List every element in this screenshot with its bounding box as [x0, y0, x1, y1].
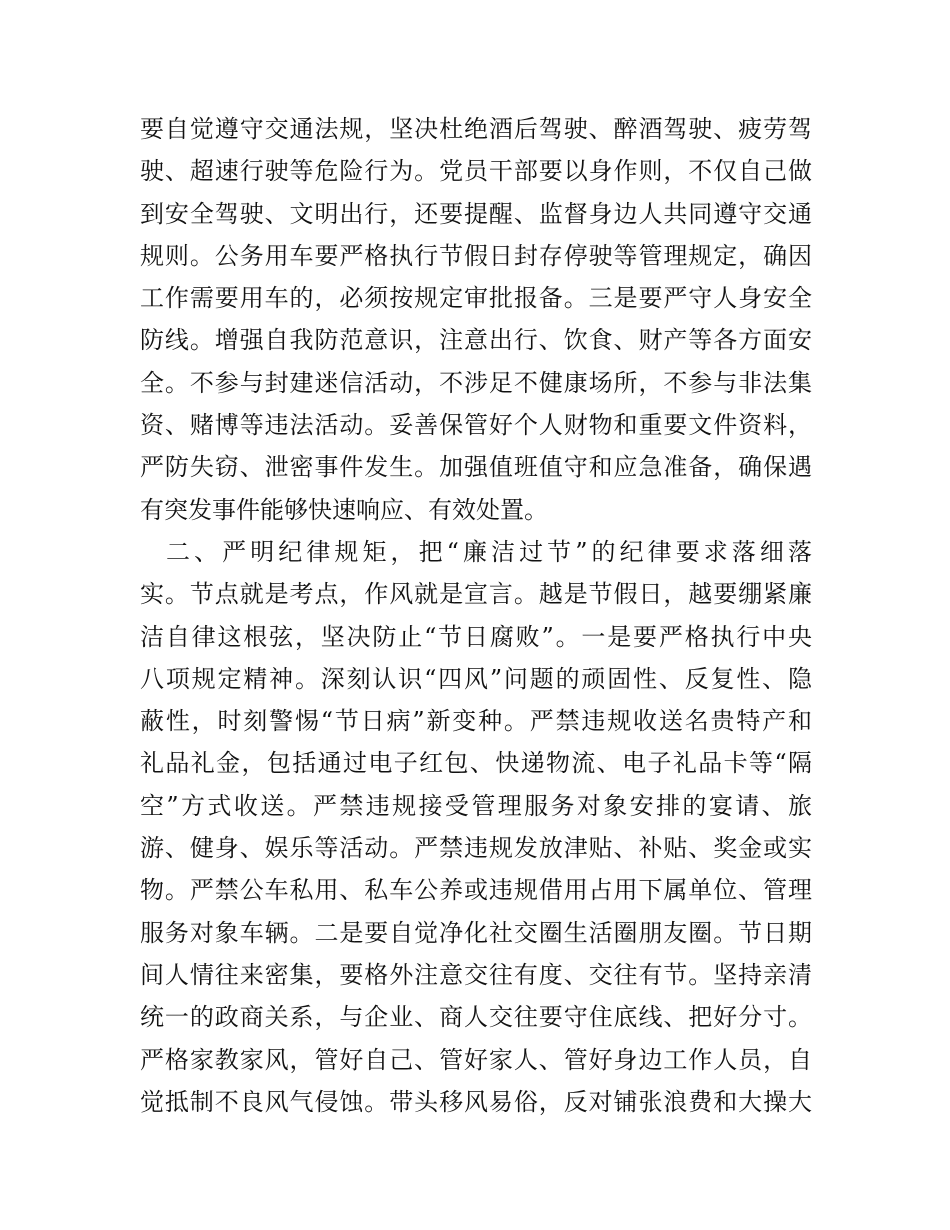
paragraph-line-22: 统一的政商关系，与企业、商人交往要守住底线、把好分寸。 [140, 1003, 812, 1032]
paragraph-line-3: 到安全驾驶、文明出行，还要提醒、监督身边人共同遵守交通 [140, 199, 812, 228]
paragraph-line-9: 严防失窃、泄密事件发生。加强值班值守和应急准备，确保遇 [140, 453, 812, 482]
paragraph-line-17: 空”方式收送。严禁违规接受管理服务对象安排的宴请、旅 [140, 791, 812, 820]
paragraph-line-2: 驶、超速行驶等危险行为。党员干部要以身作则，不仅自己做 [140, 157, 812, 186]
paragraph-line-5: 工作需要用车的，必须按规定审批报备。三是要严守人身安全 [140, 284, 812, 313]
paragraph-line-8: 资、赌博等违法活动。妥善保管好个人财物和重要文件资料， [140, 411, 812, 440]
paragraph-line-7: 全。不参与封建迷信活动，不涉足不健康场所，不参与非法集 [140, 368, 812, 397]
paragraph-line-24: 觉抵制不良风气侵蚀。带头移风易俗，反对铺张浪费和大操大 [140, 1087, 812, 1116]
paragraph-line-12: 实。节点就是考点，作风就是宣言。越是节假日，越要绷紧廉 [140, 580, 812, 609]
paragraph-line-18: 游、健身、娱乐等活动。严禁违规发放津贴、补贴、奖金或实 [140, 834, 812, 863]
section-heading-line: 二、严明纪律规矩，把“廉洁过节”的纪律要求落细落 [166, 537, 812, 566]
paragraph-line-13: 洁自律这根弦，坚决防止“节日腐败”。一是要严格执行中央 [140, 622, 812, 651]
paragraph-line-20: 服务对象车辆。二是要自觉净化社交圈生活圈朋友圈。节日期 [140, 918, 812, 947]
paragraph-line-15: 蔽性，时刻警惕“节日病”新变种。严禁违规收送名贵特产和 [140, 707, 812, 736]
paragraph-line-14: 八项规定精神。深刻认识“四风”问题的顽固性、反复性、隐 [140, 664, 812, 693]
paragraph-line-6: 防线。增强自我防范意识，注意出行、饮食、财产等各方面安 [140, 326, 812, 355]
paragraph-line-21: 间人情往来密集，要格外注意交往有度、交往有节。坚持亲清 [140, 960, 812, 989]
paragraph-line-23: 严格家教家风，管好自己、管好家人、管好身边工作人员，自 [140, 1045, 812, 1074]
paragraph-line-19: 物。严禁公车私用、私车公养或违规借用占用下属单位、管理 [140, 876, 812, 905]
paragraph-line-4: 规则。公务用车要严格执行节假日封存停驶等管理规定，确因 [140, 241, 812, 270]
paragraph-line-10: 有突发事件能够快速响应、有效处置。 [140, 495, 548, 524]
paragraph-line-16: 礼品礼金，包括通过电子红包、快递物流、电子礼品卡等“隔 [140, 749, 812, 778]
document-body [140, 108, 812, 1123]
paragraph-line-1: 要自觉遵守交通法规，坚决杜绝酒后驾驶、醉酒驾驶、疲劳驾 [140, 115, 812, 143]
